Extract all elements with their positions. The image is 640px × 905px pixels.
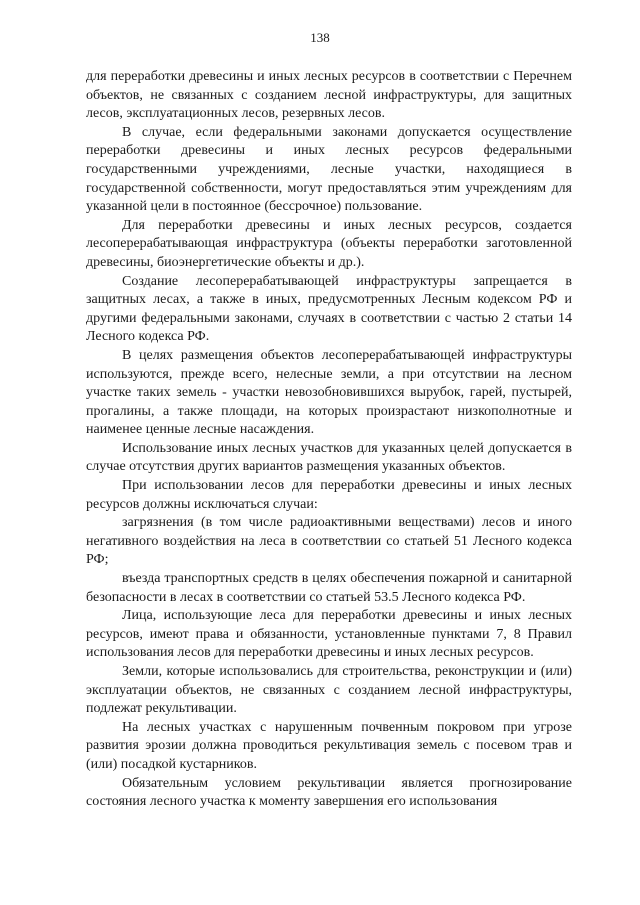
paragraph-6: Использование иных лесных участков для указанных целей допускается в случае отсутствия других вариантов размещения указанных объектов. bbox=[86, 440, 572, 475]
paragraph-5: В целях размещения объектов лесоперерабатывающей инфраструктуры используются, прежде всего, нелесные земли, а при отсутствии на лесном участке таких земель - участки невозобновившихся вырубок, гарей, пустырей, прогалины, а также площади, на которых произрастают низкополнотные и наименее ценные лесные насаждения. bbox=[86, 347, 572, 438]
paragraph-1: для переработки древесины и иных лесных ресурсов в соответствии с Перечнем объектов, не связанных с созданием лесной инфраструктуры, для защитных лесов, эксплуатационных лесов, резервных лесов. bbox=[86, 69, 572, 122]
body-text bbox=[86, 68, 572, 812]
paragraph-9: въезда транспортных средств в целях обеспечения пожарной и санитарной безопасности в лесах в соответствии со статьей 53.5 Лесного кодекса РФ. bbox=[86, 571, 572, 605]
paragraph-4: Создание лесоперерабатывающей инфраструктуры запрещается в защитных лесах, а также в иных, предусмотренных Лесным кодексом РФ и другими федеральными законами, случаях в соответствии с частью 2 статьи 14 Лесного кодекса РФ. bbox=[86, 273, 572, 345]
paragraph-11: Земли, которые использовались для строительства, реконструкции и (или) эксплуатации объектов, не связанных с созданием лесной инфраструктуры, подлежат рекультивации. bbox=[86, 664, 572, 717]
page-number: 138 bbox=[310, 30, 330, 45]
paragraph-10: Лица, использующие леса для переработки древесины и иных лесных ресурсов, имеют права и обязанности, установленные пунктами 7, 8 Правил использования лесов для переработки древесины и иных лесных ресурсов. bbox=[86, 608, 572, 661]
paragraph-3: Для переработки древесины и иных лесных ресурсов, создается лесоперерабатывающая инфраструктура (объекты переработки заготовленной древесины, биоэнергетические объекты и др.). bbox=[86, 217, 572, 270]
paragraph-7: При использовании лесов для переработки древесины и иных лесных ресурсов должны исключаться случаи: bbox=[86, 478, 572, 512]
paragraph-2: В случае, если федеральными законами допускается осуществление переработки древесины и иных лесных ресурсов федеральными государственными учреждениями, лесные участки, находящиеся в государственной собственности, могут предоставляться этим учреждениям для указанной цели в постоянное (бессрочное) пользование. bbox=[86, 124, 572, 215]
paragraph-8: загрязнения (в том числе радиоактивными веществами) лесов и иного негативного воздействия на леса в соответствии со статьей 51 Лесного кодекса РФ; bbox=[86, 515, 572, 568]
paragraph-13: Обязательным условием рекультивации является прогнозирование состояния лесного участка к моменту завершения его использования bbox=[86, 775, 572, 810]
paragraph-12: На лесных участках с нарушенным почвенным покровом при угрозе развития эрозии должна проводиться рекультивация земель с посевом трав и (или) посадкой кустарников. bbox=[86, 719, 572, 772]
